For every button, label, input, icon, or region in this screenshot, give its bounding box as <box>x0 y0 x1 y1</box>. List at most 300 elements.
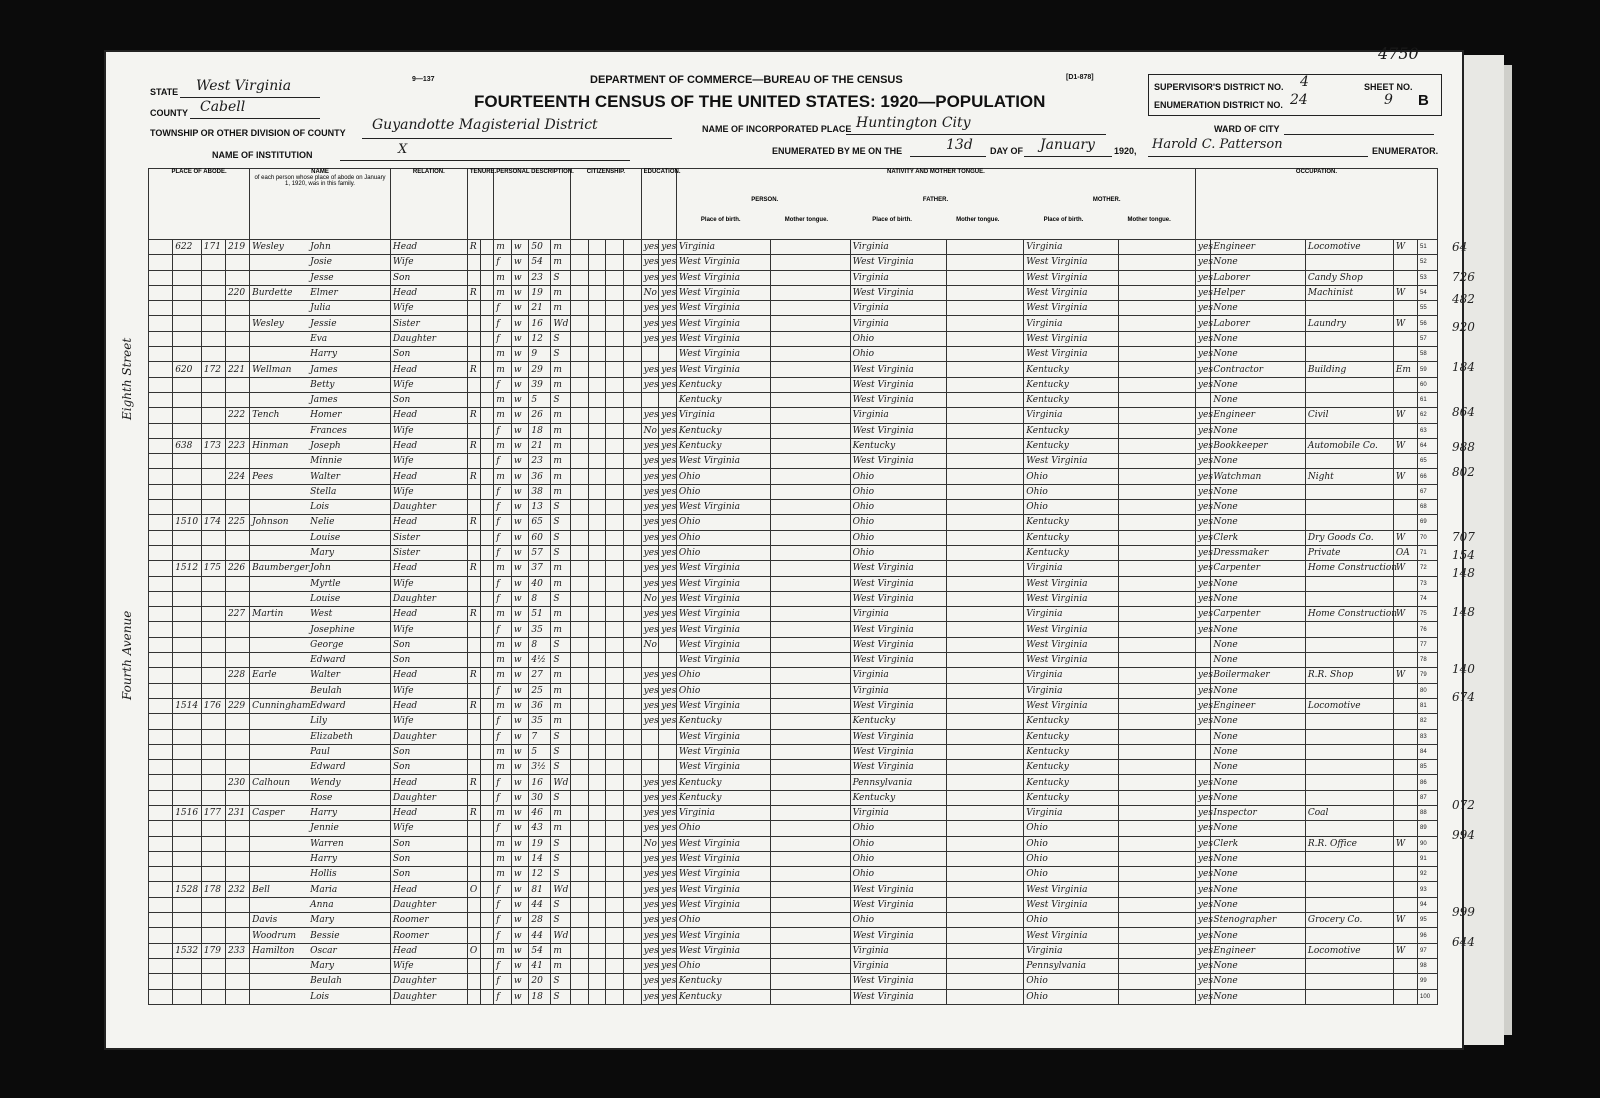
cell-line: 63 <box>1418 423 1438 438</box>
cell-eng: yes <box>1195 331 1210 346</box>
cell-name <box>250 270 391 285</box>
given-name: John <box>310 563 331 574</box>
cell-trade: None <box>1211 377 1306 392</box>
cell-industry: Home Construction <box>1305 607 1393 622</box>
cell-cls <box>1393 714 1417 729</box>
census-table <box>148 168 1438 1002</box>
cell-sex: f <box>494 331 512 346</box>
cell-read: yes <box>641 469 659 484</box>
given-name: Julia <box>310 303 331 314</box>
cell-mtg <box>481 928 494 943</box>
table-row <box>149 377 1438 392</box>
cell-dw <box>201 760 225 775</box>
cell-industry: Building <box>1305 362 1393 377</box>
cell-eng: yes <box>1195 836 1210 851</box>
cell-fmt <box>947 683 1024 698</box>
cell-read: yes <box>641 530 659 545</box>
cell-fam <box>225 867 249 882</box>
cell-write: yes <box>659 974 677 989</box>
cell-race: w <box>511 729 529 744</box>
cell-cls: W <box>1393 913 1417 928</box>
cell-mt <box>771 591 850 606</box>
cell-age: 9 <box>529 347 551 362</box>
cell-line: 100 <box>1418 989 1438 1004</box>
cell-name <box>250 561 391 576</box>
cell-race: w <box>511 515 529 530</box>
cell-read <box>641 744 659 759</box>
cell-mtg <box>481 867 494 882</box>
cell-cls <box>1393 974 1417 989</box>
cell-industry: Locomotive <box>1305 943 1393 958</box>
cell-mpob: Ohio <box>1024 836 1119 851</box>
cell-trade: None <box>1211 714 1306 729</box>
cell-age: 43 <box>529 821 551 836</box>
cell-age: 7 <box>529 729 551 744</box>
cell-line: 52 <box>1418 255 1438 270</box>
cell-race: w <box>511 392 529 407</box>
cell-fam <box>225 576 249 591</box>
cell-industry <box>1305 637 1393 652</box>
cell-cls <box>1393 744 1417 759</box>
mother-subheader: MOTHER. <box>1092 197 1121 203</box>
cell-nat <box>588 438 606 453</box>
cell-mtg <box>481 316 494 331</box>
cell-natyr <box>606 622 624 637</box>
cell-line: 70 <box>1418 530 1438 545</box>
cell-sex: m <box>494 438 512 453</box>
cell-natyr <box>606 668 624 683</box>
cell-write: yes <box>659 897 677 912</box>
cell-eng: yes <box>1195 805 1210 820</box>
cell-mmt <box>1118 423 1195 438</box>
cell-sch <box>623 851 641 866</box>
given-name: Bessie <box>310 930 340 941</box>
cell-fam: 229 <box>225 698 249 713</box>
cell-write: yes <box>659 285 677 300</box>
cell-line: 87 <box>1418 790 1438 805</box>
cell-imm <box>571 301 589 316</box>
cell-own <box>467 530 480 545</box>
cell-mt <box>771 913 850 928</box>
cell-industry <box>1305 392 1393 407</box>
cell-mtg <box>481 270 494 285</box>
cell-fam: 233 <box>225 943 249 958</box>
cell-pob: Kentucky <box>676 392 771 407</box>
cell-sex: f <box>494 576 512 591</box>
cell-line: 51 <box>1418 240 1438 255</box>
cell-pob: West Virginia <box>676 622 771 637</box>
cell-write: yes <box>659 408 677 423</box>
cell-name <box>250 775 391 790</box>
cell-imm <box>571 744 589 759</box>
cell-own <box>467 392 480 407</box>
cell-mpob: Kentucky <box>1024 790 1119 805</box>
cell-eng: yes <box>1195 974 1210 989</box>
cell-line: 84 <box>1418 744 1438 759</box>
cell-fmt <box>947 438 1024 453</box>
cell-dw <box>201 423 225 438</box>
cell-mpob: Kentucky <box>1024 377 1119 392</box>
cell-sex: m <box>494 637 512 652</box>
cell-pob: West Virginia <box>676 729 771 744</box>
cell-age: 39 <box>529 377 551 392</box>
cell-pob: Ohio <box>676 545 771 560</box>
cell-st <box>149 821 173 836</box>
cell-imm <box>571 270 589 285</box>
cell-house <box>173 744 202 759</box>
cell-age: 19 <box>529 285 551 300</box>
cell-eng: yes <box>1195 591 1210 606</box>
cell-dw <box>201 622 225 637</box>
cell-sex: f <box>494 714 512 729</box>
supervisor-label: SUPERVISOR'S DISTRICT NO. <box>1154 82 1284 92</box>
surname: Calhoun <box>252 777 291 788</box>
cell-sch <box>623 698 641 713</box>
cell-sex: f <box>494 255 512 270</box>
cell-mtg <box>481 805 494 820</box>
cell-trade: None <box>1211 775 1306 790</box>
cell-nat <box>588 913 606 928</box>
cell-mmt <box>1118 698 1195 713</box>
cell-race: w <box>511 958 529 973</box>
cell-natyr <box>606 729 624 744</box>
table-row <box>149 790 1438 805</box>
cell-age: 30 <box>529 790 551 805</box>
cell-ms: m <box>551 958 571 973</box>
cell-age: 35 <box>529 622 551 637</box>
cell-dw <box>201 714 225 729</box>
cell-line: 97 <box>1418 943 1438 958</box>
cell-write: yes <box>659 591 677 606</box>
given-name: Nelie <box>310 517 335 528</box>
county-value: Cabell <box>200 99 246 115</box>
cell-own <box>467 255 480 270</box>
cell-write: yes <box>659 454 677 469</box>
given-name: Hollis <box>310 869 337 880</box>
cell-st <box>149 545 173 560</box>
cell-fmt <box>947 775 1024 790</box>
cell-write: yes <box>659 316 677 331</box>
cell-name <box>250 760 391 775</box>
cell-eng: yes <box>1195 285 1210 300</box>
cell-read: yes <box>641 255 659 270</box>
cell-mtg <box>481 653 494 668</box>
cell-mmt <box>1118 744 1195 759</box>
cell-own: R <box>467 515 480 530</box>
cell-industry <box>1305 683 1393 698</box>
cell-ms: S <box>551 897 571 912</box>
cell-write: yes <box>659 515 677 530</box>
cell-read: yes <box>641 316 659 331</box>
cell-imm <box>571 867 589 882</box>
cell-name <box>250 255 391 270</box>
cell-trade: None <box>1211 790 1306 805</box>
cell-fmt <box>947 928 1024 943</box>
cell-pob: West Virginia <box>676 897 771 912</box>
cell-sch <box>623 331 641 346</box>
cell-read <box>641 729 659 744</box>
cell-mmt <box>1118 836 1195 851</box>
cell-line: 73 <box>1418 576 1438 591</box>
cell-nat <box>588 454 606 469</box>
cell-mt <box>771 469 850 484</box>
cell-fam <box>225 897 249 912</box>
cell-natyr <box>606 545 624 560</box>
cell-line: 89 <box>1418 821 1438 836</box>
cell-line: 95 <box>1418 913 1438 928</box>
cell-read <box>641 347 659 362</box>
cell-mpob: Ohio <box>1024 974 1119 989</box>
cell-mmt <box>1118 316 1195 331</box>
cell-race: w <box>511 484 529 499</box>
cell-mt <box>771 500 850 515</box>
cell-eng: yes <box>1195 255 1210 270</box>
cell-eng: yes <box>1195 775 1210 790</box>
cell-natyr <box>606 683 624 698</box>
cell-dw: 178 <box>201 882 225 897</box>
cell-fmt <box>947 851 1024 866</box>
cell-mpob: Ohio <box>1024 989 1119 1004</box>
cell-pob: West Virginia <box>676 331 771 346</box>
cell-trade: Inspector <box>1211 805 1306 820</box>
given-name: West <box>310 609 333 620</box>
cell-mt <box>771 928 850 943</box>
cell-industry <box>1305 255 1393 270</box>
cell-own: R <box>467 362 480 377</box>
cell-line: 59 <box>1418 362 1438 377</box>
given-name: Beulah <box>310 976 342 987</box>
cell-line: 80 <box>1418 683 1438 698</box>
cell-write: yes <box>659 714 677 729</box>
cell-rel: Son <box>390 270 467 285</box>
cell-mpob: Virginia <box>1024 408 1119 423</box>
cell-name <box>250 653 391 668</box>
cell-race: w <box>511 836 529 851</box>
cell-own: R <box>467 668 480 683</box>
cell-eng <box>1195 637 1210 652</box>
cell-fpob: Ohio <box>850 821 947 836</box>
cell-pob: West Virginia <box>676 698 771 713</box>
cell-fpob: Ohio <box>850 545 947 560</box>
cell-natyr <box>606 836 624 851</box>
cell-trade: None <box>1211 744 1306 759</box>
cell-age: 28 <box>529 913 551 928</box>
cell-trade: None <box>1211 576 1306 591</box>
cell-fpob: West Virginia <box>850 576 947 591</box>
name-header: NAME of each person whose place of abode on January 1, 1920, was in this family. <box>250 169 391 240</box>
cell-pob: West Virginia <box>676 928 771 943</box>
cell-own: O <box>467 882 480 897</box>
cell-mmt <box>1118 668 1195 683</box>
cell-natyr <box>606 576 624 591</box>
table-row <box>149 775 1438 790</box>
cell-fpob: Ohio <box>850 851 947 866</box>
cell-mmt <box>1118 347 1195 362</box>
given-name: Edward <box>310 701 346 712</box>
cell-dw: 179 <box>201 943 225 958</box>
cell-race: w <box>511 928 529 943</box>
cell-fmt <box>947 423 1024 438</box>
cell-mtg <box>481 637 494 652</box>
cell-sex: f <box>494 913 512 928</box>
cell-dw: 172 <box>201 362 225 377</box>
cell-fam <box>225 974 249 989</box>
given-name: Mary <box>310 548 335 559</box>
cell-line: 77 <box>1418 637 1438 652</box>
cell-rel: Son <box>390 851 467 866</box>
cell-mpob: Virginia <box>1024 943 1119 958</box>
cell-fpob: Virginia <box>850 301 947 316</box>
cell-fpob: West Virginia <box>850 698 947 713</box>
cell-dw <box>201 377 225 392</box>
education-header: EDUCATION. <box>641 169 676 240</box>
cell-race: w <box>511 974 529 989</box>
cell-industry: Civil <box>1305 408 1393 423</box>
cell-line: 92 <box>1418 867 1438 882</box>
margin-number: 674 <box>1452 690 1475 704</box>
cell-name <box>250 301 391 316</box>
cell-trade: None <box>1211 897 1306 912</box>
cell-ms: m <box>551 576 571 591</box>
cell-ms: m <box>551 377 571 392</box>
cell-house: 638 <box>173 438 202 453</box>
cell-sex: m <box>494 607 512 622</box>
cell-eng: yes <box>1195 469 1210 484</box>
cell-mpob: Ohio <box>1024 469 1119 484</box>
cell-sex: m <box>494 867 512 882</box>
cell-mmt <box>1118 714 1195 729</box>
cell-mpob: Ohio <box>1024 821 1119 836</box>
cell-mmt <box>1118 362 1195 377</box>
cell-mt <box>771 301 850 316</box>
cell-imm <box>571 331 589 346</box>
cell-natyr <box>606 301 624 316</box>
cell-natyr <box>606 591 624 606</box>
cell-fam <box>225 790 249 805</box>
form-ref: [D1-878] <box>1066 74 1094 81</box>
cell-imm <box>571 423 589 438</box>
cell-fmt <box>947 255 1024 270</box>
cell-rel: Son <box>390 836 467 851</box>
cell-mmt <box>1118 958 1195 973</box>
cell-mmt <box>1118 775 1195 790</box>
cell-st <box>149 454 173 469</box>
cell-eng: yes <box>1195 438 1210 453</box>
cell-line: 60 <box>1418 377 1438 392</box>
cell-mmt <box>1118 653 1195 668</box>
cell-mt <box>771 637 850 652</box>
cell-industry: Locomotive <box>1305 240 1393 255</box>
cell-house <box>173 775 202 790</box>
cell-fam: 228 <box>225 668 249 683</box>
cell-mt <box>771 484 850 499</box>
cell-mmt <box>1118 637 1195 652</box>
cell-sex: m <box>494 668 512 683</box>
cell-cls: W <box>1393 561 1417 576</box>
cell-pob: Ohio <box>676 821 771 836</box>
cell-imm <box>571 714 589 729</box>
cell-fpob: Kentucky <box>850 438 947 453</box>
cell-race: w <box>511 867 529 882</box>
cell-name <box>250 240 391 255</box>
cell-mmt <box>1118 989 1195 1004</box>
cell-pob: Ohio <box>676 683 771 698</box>
cell-race: w <box>511 637 529 652</box>
cell-name <box>250 897 391 912</box>
cell-cls: W <box>1393 469 1417 484</box>
table-row <box>149 714 1438 729</box>
cell-mt <box>771 454 850 469</box>
cell-read: yes <box>641 484 659 499</box>
township-value: Guyandotte Magisterial District <box>372 117 598 133</box>
cell-dw <box>201 958 225 973</box>
cell-fpob: Virginia <box>850 683 947 698</box>
cell-pob: Ohio <box>676 913 771 928</box>
cell-trade: None <box>1211 591 1306 606</box>
cell-read: yes <box>641 576 659 591</box>
cell-fmt <box>947 515 1024 530</box>
margin-number: 184 <box>1452 360 1475 374</box>
cell-own <box>467 867 480 882</box>
cell-race: w <box>511 882 529 897</box>
cell-natyr <box>606 500 624 515</box>
cell-trade: Bookkeeper <box>1211 438 1306 453</box>
cell-own: R <box>467 698 480 713</box>
cell-natyr <box>606 607 624 622</box>
cell-race: w <box>511 500 529 515</box>
cell-dw <box>201 500 225 515</box>
cell-fam <box>225 331 249 346</box>
margin-number: 988 <box>1452 440 1475 454</box>
cell-race: w <box>511 545 529 560</box>
cell-sch <box>623 530 641 545</box>
cell-cls: W <box>1393 836 1417 851</box>
cell-mmt <box>1118 561 1195 576</box>
cell-fam: 220 <box>225 285 249 300</box>
cell-fam <box>225 714 249 729</box>
cell-mtg <box>481 423 494 438</box>
cell-pob: West Virginia <box>676 867 771 882</box>
margin-number: 920 <box>1452 320 1475 334</box>
surname: Wesley <box>252 242 284 253</box>
cell-mt <box>771 668 850 683</box>
cell-mtg <box>481 622 494 637</box>
cell-own <box>467 958 480 973</box>
cell-read: yes <box>641 377 659 392</box>
cell-own <box>467 576 480 591</box>
cell-name <box>250 805 391 820</box>
cell-cls <box>1393 347 1417 362</box>
table-row <box>149 653 1438 668</box>
cell-mpob: Kentucky <box>1024 545 1119 560</box>
cell-name <box>250 698 391 713</box>
cell-nat <box>588 500 606 515</box>
cell-st <box>149 377 173 392</box>
given-name: Joseph <box>310 441 341 451</box>
cell-age: 81 <box>529 882 551 897</box>
cell-rel: Wife <box>390 454 467 469</box>
cell-mmt <box>1118 790 1195 805</box>
cell-mpob: Ohio <box>1024 500 1119 515</box>
cell-sex: f <box>494 500 512 515</box>
given-name: Lois <box>310 991 330 1002</box>
cell-st <box>149 607 173 622</box>
cell-ms: m <box>551 714 571 729</box>
table-row <box>149 561 1438 576</box>
table-row <box>149 545 1438 560</box>
cell-fpob: Virginia <box>850 805 947 820</box>
table-row <box>149 805 1438 820</box>
